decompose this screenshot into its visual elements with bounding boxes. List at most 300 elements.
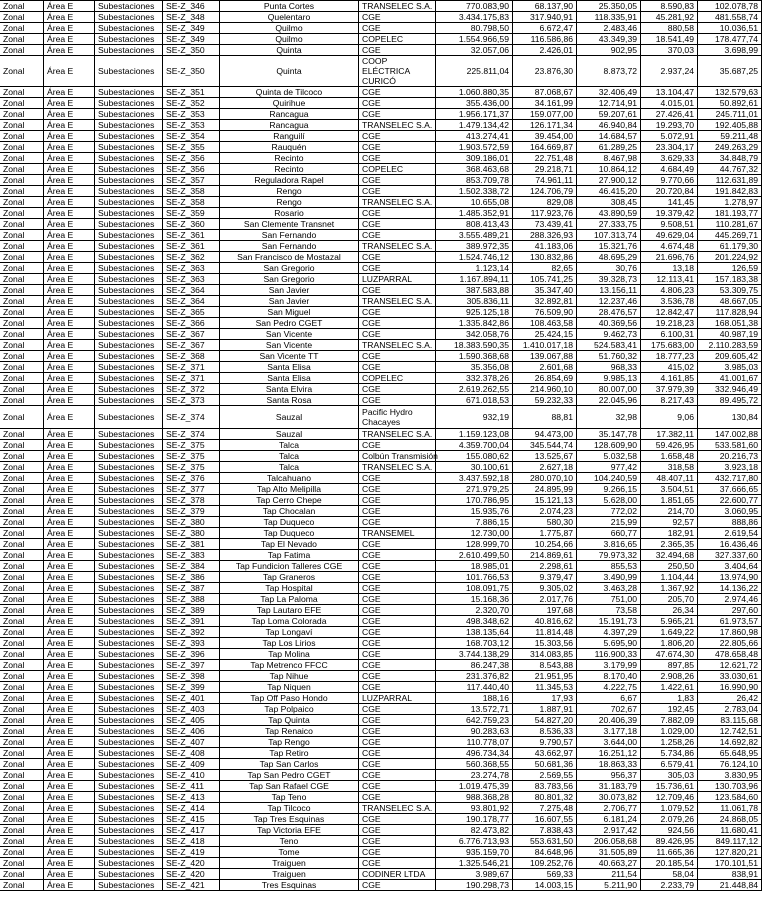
value-2-cell: 11.345,53	[513, 682, 577, 693]
value-4-cell: 415,02	[641, 362, 698, 373]
value-2-cell: 9.790,57	[513, 737, 577, 748]
value-2-cell: 74.961,11	[513, 175, 577, 186]
company-cell: CGE	[359, 285, 436, 296]
type-cell: Subestaciones	[95, 395, 163, 406]
value-3-cell: 956,37	[577, 770, 641, 781]
substation-cell: Tome	[220, 847, 359, 858]
total-cell: 102.078,78	[698, 1, 762, 12]
value-1-cell: 496.734,34	[436, 748, 513, 759]
substation-cell: Santa Elisa	[220, 362, 359, 373]
code-cell: SE-Z_365	[163, 307, 220, 318]
value-1-cell: 188,16	[436, 693, 513, 704]
value-3-cell: 118.335,91	[577, 12, 641, 23]
system-cell: Zonal	[0, 825, 44, 836]
value-3-cell: 59.207,61	[577, 109, 641, 120]
type-cell: Subestaciones	[95, 814, 163, 825]
value-3-cell: 30.073,82	[577, 792, 641, 803]
substation-cell: Tap La Paloma	[220, 594, 359, 605]
value-4-cell: 7.882,09	[641, 715, 698, 726]
value-3-cell: 702,67	[577, 704, 641, 715]
area-cell: Área E	[44, 704, 95, 715]
company-cell: CGE	[359, 638, 436, 649]
type-cell: Subestaciones	[95, 429, 163, 440]
table-row	[0, 649, 762, 660]
type-cell: Subestaciones	[95, 23, 163, 34]
area-cell: Área E	[44, 550, 95, 561]
substation-cell: Tap Nihue	[220, 671, 359, 682]
area-cell: Área E	[44, 858, 95, 869]
type-cell: Subestaciones	[95, 847, 163, 858]
value-4-cell: 1.422,61	[641, 682, 698, 693]
total-cell: 14.692,82	[698, 737, 762, 748]
value-3-cell: 13.156,11	[577, 285, 641, 296]
company-cell: TRANSELEC S.A.	[359, 429, 436, 440]
value-1-cell: 305.836,11	[436, 296, 513, 307]
table-row	[0, 748, 762, 759]
total-cell: 3.923,18	[698, 462, 762, 473]
substation-cell: Quilmo	[220, 23, 359, 34]
table-row	[0, 550, 762, 561]
value-3-cell: 5.695,90	[577, 638, 641, 649]
substation-cell: Santa Rosa	[220, 395, 359, 406]
substation-cell: San Fernando	[220, 230, 359, 241]
total-cell: 37.666,65	[698, 484, 762, 495]
area-cell: Área E	[44, 440, 95, 451]
value-3-cell: 2.483,46	[577, 23, 641, 34]
substation-cell: Rancagua	[220, 120, 359, 131]
system-cell: Zonal	[0, 142, 44, 153]
value-2-cell: 25.424,15	[513, 329, 577, 340]
system-cell: Zonal	[0, 164, 44, 175]
value-4-cell: 141,45	[641, 197, 698, 208]
value-2-cell: 280.070,10	[513, 473, 577, 484]
company-cell: CGE	[359, 814, 436, 825]
value-1-cell: 1.903.572,59	[436, 142, 513, 153]
value-3-cell: 9.266,15	[577, 484, 641, 495]
company-cell: CGE	[359, 517, 436, 528]
type-cell: Subestaciones	[95, 241, 163, 252]
value-2-cell: 76.509,90	[513, 307, 577, 318]
type-cell: Subestaciones	[95, 572, 163, 583]
substation-cell: Tap Metrenco FFCC	[220, 660, 359, 671]
substation-cell: Quilmo	[220, 34, 359, 45]
code-cell: SE-Z_354	[163, 131, 220, 142]
value-3-cell: 3.644,00	[577, 737, 641, 748]
system-cell: Zonal	[0, 605, 44, 616]
value-4-cell: 23.304,17	[641, 142, 698, 153]
table-row	[0, 219, 762, 230]
value-1-cell: 1.335.842,86	[436, 318, 513, 329]
type-cell: Subestaciones	[95, 737, 163, 748]
company-cell: TRANSELEC S.A.	[359, 803, 436, 814]
system-cell: Zonal	[0, 594, 44, 605]
type-cell: Subestaciones	[95, 1, 163, 12]
value-2-cell: 26.854,69	[513, 373, 577, 384]
table-row	[0, 263, 762, 274]
total-cell: 12.742,51	[698, 726, 762, 737]
system-cell: Zonal	[0, 759, 44, 770]
value-3-cell: 20.406,39	[577, 715, 641, 726]
system-cell: Zonal	[0, 252, 44, 263]
value-4-cell: 12.709,46	[641, 792, 698, 803]
value-3-cell: 79.973,32	[577, 550, 641, 561]
value-2-cell: 83.783,56	[513, 781, 577, 792]
value-1-cell: 2.619.262,55	[436, 384, 513, 395]
table-row	[0, 781, 762, 792]
type-cell: Subestaciones	[95, 704, 163, 715]
substation-cell: Quirihue	[220, 98, 359, 109]
total-cell: 2.619,54	[698, 528, 762, 539]
company-cell: TRANSELEC S.A.	[359, 462, 436, 473]
table-row	[0, 109, 762, 120]
substation-cell: Tap Teno	[220, 792, 359, 803]
type-cell: Subestaciones	[95, 318, 163, 329]
total-cell: 126,59	[698, 263, 762, 274]
table-row	[0, 340, 762, 351]
system-cell: Zonal	[0, 495, 44, 506]
value-3-cell: 30,76	[577, 263, 641, 274]
system-cell: Zonal	[0, 572, 44, 583]
value-3-cell: 12.714,91	[577, 98, 641, 109]
value-2-cell: 39.454,00	[513, 131, 577, 142]
total-cell: 849.117,12	[698, 836, 762, 847]
value-2-cell: 124.706,79	[513, 186, 577, 197]
table-row	[0, 440, 762, 451]
total-cell: 3.698,99	[698, 45, 762, 56]
area-cell: Área E	[44, 12, 95, 23]
system-cell: Zonal	[0, 98, 44, 109]
code-cell: SE-Z_418	[163, 836, 220, 847]
code-cell: SE-Z_413	[163, 792, 220, 803]
value-2-cell: 21.951,95	[513, 671, 577, 682]
type-cell: Subestaciones	[95, 781, 163, 792]
total-cell: 2.110.283,59	[698, 340, 762, 351]
substation-cell: Rosario	[220, 208, 359, 219]
system-cell: Zonal	[0, 671, 44, 682]
area-cell: Área E	[44, 495, 95, 506]
type-cell: Subestaciones	[95, 274, 163, 285]
area-cell: Área E	[44, 406, 95, 429]
value-3-cell: 107.313,74	[577, 230, 641, 241]
value-1-cell: 1.524.746,12	[436, 252, 513, 263]
system-cell: Zonal	[0, 451, 44, 462]
type-cell: Subestaciones	[95, 858, 163, 869]
value-1-cell: 86.247,38	[436, 660, 513, 671]
table-row	[0, 329, 762, 340]
total-cell: 209.605,42	[698, 351, 762, 362]
value-4-cell: 12.113,41	[641, 274, 698, 285]
total-cell: 13.974,90	[698, 572, 762, 583]
area-cell: Área E	[44, 616, 95, 627]
value-1-cell: 128.999,70	[436, 539, 513, 550]
value-3-cell: 8.170,40	[577, 671, 641, 682]
table-row	[0, 616, 762, 627]
value-3-cell: 31.183,79	[577, 781, 641, 792]
substation-cell: Sauzal	[220, 406, 359, 429]
company-cell: CGE	[359, 23, 436, 34]
value-4-cell: 20.185,54	[641, 858, 698, 869]
code-cell: SE-Z_353	[163, 120, 220, 131]
code-cell: SE-Z_356	[163, 153, 220, 164]
value-2-cell: 29.218,71	[513, 164, 577, 175]
system-cell: Zonal	[0, 197, 44, 208]
code-cell: SE-Z_380	[163, 517, 220, 528]
company-cell: LUZPARRAL	[359, 693, 436, 704]
value-2-cell: 2.074,23	[513, 506, 577, 517]
value-1-cell: 1.167.894,11	[436, 274, 513, 285]
value-3-cell: 27.333,75	[577, 219, 641, 230]
value-3-cell: 968,33	[577, 362, 641, 373]
type-cell: Subestaciones	[95, 660, 163, 671]
type-cell: Subestaciones	[95, 561, 163, 572]
value-1-cell: 93.801,92	[436, 803, 513, 814]
system-cell: Zonal	[0, 836, 44, 847]
value-3-cell: 104.240,59	[577, 473, 641, 484]
value-3-cell: 9.462,73	[577, 329, 641, 340]
area-cell: Área E	[44, 45, 95, 56]
total-cell: 11.680,41	[698, 825, 762, 836]
area-cell: Área E	[44, 671, 95, 682]
system-cell: Zonal	[0, 660, 44, 671]
total-cell: 61.973,57	[698, 616, 762, 627]
value-1-cell: 1.060.880,35	[436, 87, 513, 98]
value-4-cell: 880,58	[641, 23, 698, 34]
value-2-cell: 11.814,48	[513, 627, 577, 638]
value-2-cell: 17,93	[513, 693, 577, 704]
system-cell: Zonal	[0, 230, 44, 241]
value-4-cell: 49.629,04	[641, 230, 698, 241]
type-cell: Subestaciones	[95, 142, 163, 153]
type-cell: Subestaciones	[95, 296, 163, 307]
table-row	[0, 693, 762, 704]
code-cell: SE-Z_387	[163, 583, 220, 594]
substation-cell: Rengo	[220, 186, 359, 197]
value-1-cell: 988.368,28	[436, 792, 513, 803]
substation-cell: Santa Elisa	[220, 373, 359, 384]
value-2-cell: 40.816,62	[513, 616, 577, 627]
total-cell: 297,60	[698, 605, 762, 616]
type-cell: Subestaciones	[95, 12, 163, 23]
substation-cell: Tap Niquen	[220, 682, 359, 693]
system-cell: Zonal	[0, 517, 44, 528]
table-row	[0, 142, 762, 153]
area-cell: Área E	[44, 770, 95, 781]
value-2-cell: 9.305,02	[513, 583, 577, 594]
value-4-cell: 4.684,49	[641, 164, 698, 175]
value-1-cell: 642.759,23	[436, 715, 513, 726]
value-3-cell: 902,95	[577, 45, 641, 56]
code-cell: SE-Z_384	[163, 561, 220, 572]
value-4-cell: 2.365,35	[641, 539, 698, 550]
value-3-cell: 25.350,05	[577, 1, 641, 12]
table-row	[0, 517, 762, 528]
value-4-cell: 2.937,24	[641, 56, 698, 87]
table-row	[0, 175, 762, 186]
area-cell: Área E	[44, 693, 95, 704]
table-row	[0, 45, 762, 56]
value-4-cell: 924,56	[641, 825, 698, 836]
total-cell: 2.783,04	[698, 704, 762, 715]
code-cell: SE-Z_403	[163, 704, 220, 715]
table-row	[0, 715, 762, 726]
area-cell: Área E	[44, 318, 95, 329]
table-row	[0, 594, 762, 605]
value-2-cell: 8.536,33	[513, 726, 577, 737]
total-cell: 130.703,96	[698, 781, 762, 792]
total-cell: 48.667,05	[698, 296, 762, 307]
value-3-cell: 18.863,33	[577, 759, 641, 770]
substation-cell: Rengo	[220, 197, 359, 208]
total-cell: 181.193,77	[698, 208, 762, 219]
type-cell: Subestaciones	[95, 230, 163, 241]
value-1-cell: 770.083,90	[436, 1, 513, 12]
value-4-cell: 4.015,01	[641, 98, 698, 109]
area-cell: Área E	[44, 792, 95, 803]
value-2-cell: 15.303,56	[513, 638, 577, 649]
value-3-cell: 32.406,49	[577, 87, 641, 98]
substation-cell: Talca	[220, 462, 359, 473]
type-cell: Subestaciones	[95, 748, 163, 759]
value-2-cell: 73.439,41	[513, 219, 577, 230]
value-2-cell: 7.838,43	[513, 825, 577, 836]
system-cell: Zonal	[0, 208, 44, 219]
value-2-cell: 2.298,61	[513, 561, 577, 572]
total-cell: 249.263,29	[698, 142, 762, 153]
value-4-cell: 1.806,20	[641, 638, 698, 649]
substation-cell: Tap Tres Esquinas	[220, 814, 359, 825]
value-2-cell: 15.121,13	[513, 495, 577, 506]
table-row	[0, 759, 762, 770]
type-cell: Subestaciones	[95, 836, 163, 847]
total-cell: 16.436,46	[698, 539, 762, 550]
code-cell: SE-Z_361	[163, 241, 220, 252]
substation-cell: Tap Hospital	[220, 583, 359, 594]
type-cell: Subestaciones	[95, 56, 163, 87]
area-cell: Área E	[44, 880, 95, 891]
value-3-cell: 48.695,29	[577, 252, 641, 263]
code-cell: SE-Z_380	[163, 528, 220, 539]
system-cell: Zonal	[0, 241, 44, 252]
system-cell: Zonal	[0, 219, 44, 230]
value-4-cell: 1.258,26	[641, 737, 698, 748]
value-1-cell: 170.786,95	[436, 495, 513, 506]
company-cell: CGE	[359, 880, 436, 891]
code-cell: SE-Z_386	[163, 572, 220, 583]
system-cell: Zonal	[0, 473, 44, 484]
value-4-cell: 47.674,30	[641, 649, 698, 660]
value-4-cell: 8.590,83	[641, 1, 698, 12]
code-cell: SE-Z_381	[163, 539, 220, 550]
system-cell: Zonal	[0, 175, 44, 186]
system-cell: Zonal	[0, 781, 44, 792]
area-cell: Área E	[44, 395, 95, 406]
value-4-cell: 9,06	[641, 406, 698, 429]
type-cell: Subestaciones	[95, 484, 163, 495]
value-1-cell: 6.776.713,93	[436, 836, 513, 847]
area-cell: Área E	[44, 638, 95, 649]
type-cell: Subestaciones	[95, 473, 163, 484]
value-4-cell: 1.658,48	[641, 451, 698, 462]
system-cell: Zonal	[0, 120, 44, 131]
area-cell: Área E	[44, 429, 95, 440]
value-4-cell: 5.734,86	[641, 748, 698, 759]
company-cell: TRANSELEC S.A.	[359, 1, 436, 12]
company-cell: CGE	[359, 473, 436, 484]
value-4-cell: 3.504,51	[641, 484, 698, 495]
area-cell: Área E	[44, 384, 95, 395]
substation-cell: San Vicente	[220, 329, 359, 340]
system-cell: Zonal	[0, 880, 44, 891]
total-cell: 245.711,01	[698, 109, 762, 120]
value-4-cell: 19.293,70	[641, 120, 698, 131]
value-1-cell: 117.440,40	[436, 682, 513, 693]
table-row	[0, 572, 762, 583]
table-row	[0, 56, 762, 87]
value-3-cell: 4.397,29	[577, 627, 641, 638]
table-row	[0, 230, 762, 241]
value-4-cell: 4.806,23	[641, 285, 698, 296]
company-cell: CGE	[359, 252, 436, 263]
company-cell: CGE	[359, 671, 436, 682]
table-row	[0, 252, 762, 263]
value-4-cell: 1.104,44	[641, 572, 698, 583]
table-row	[0, 98, 762, 109]
code-cell: SE-Z_375	[163, 451, 220, 462]
substation-cell: Tap Fatima	[220, 550, 359, 561]
area-cell: Área E	[44, 274, 95, 285]
type-cell: Subestaciones	[95, 98, 163, 109]
system-cell: Zonal	[0, 109, 44, 120]
type-cell: Subestaciones	[95, 583, 163, 594]
company-cell: CGE	[359, 737, 436, 748]
code-cell: SE-Z_419	[163, 847, 220, 858]
company-cell: CGE	[359, 153, 436, 164]
area-cell: Área E	[44, 759, 95, 770]
value-1-cell: 90.283,63	[436, 726, 513, 737]
table-row	[0, 120, 762, 131]
table-row	[0, 473, 762, 484]
company-cell: CGE	[359, 440, 436, 451]
code-cell: SE-Z_352	[163, 98, 220, 109]
value-3-cell: 14.684,57	[577, 131, 641, 142]
value-3-cell: 772,02	[577, 506, 641, 517]
system-cell: Zonal	[0, 307, 44, 318]
substation-cell: Quinta	[220, 56, 359, 87]
value-1-cell: 23.274,78	[436, 770, 513, 781]
code-cell: SE-Z_373	[163, 395, 220, 406]
substation-cell: San Clemente Transnet	[220, 219, 359, 230]
substation-cell: Tap Molina	[220, 649, 359, 660]
area-cell: Área E	[44, 539, 95, 550]
substation-cell: San Fernando	[220, 241, 359, 252]
company-cell: CGE	[359, 329, 436, 340]
system-cell: Zonal	[0, 682, 44, 693]
table-row	[0, 671, 762, 682]
value-2-cell: 88,81	[513, 406, 577, 429]
value-1-cell: 2.320,70	[436, 605, 513, 616]
substation-cell: Tap Graneros	[220, 572, 359, 583]
table-row	[0, 704, 762, 715]
total-cell: 44.767,32	[698, 164, 762, 175]
value-2-cell: 82,65	[513, 263, 577, 274]
value-2-cell: 54.827,20	[513, 715, 577, 726]
code-cell: SE-Z_362	[163, 252, 220, 263]
substation-cell: San Gregorio	[220, 263, 359, 274]
value-1-cell: 3.989,67	[436, 869, 513, 880]
total-cell: 24.868,05	[698, 814, 762, 825]
system-cell: Zonal	[0, 318, 44, 329]
value-1-cell: 808.413,43	[436, 219, 513, 230]
